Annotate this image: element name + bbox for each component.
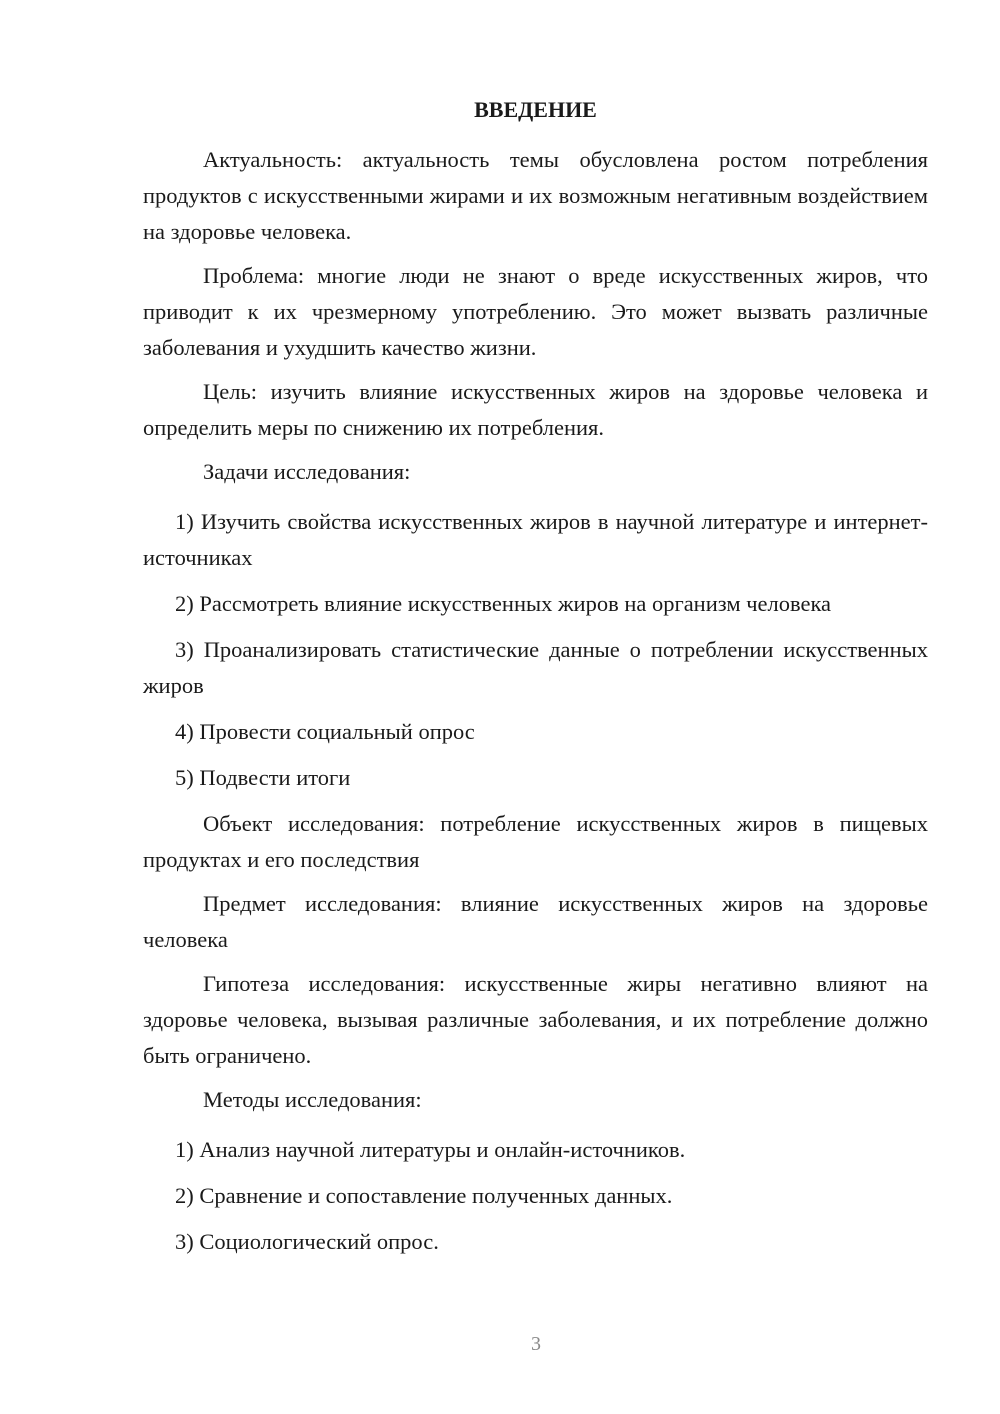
- page-title: ВВЕДЕНИЕ: [474, 97, 597, 122]
- list-item: 2) Сравнение и сопоставление полученных данных.: [175, 1183, 673, 1208]
- tasks-heading: Задачи исследования:: [203, 459, 411, 484]
- goal-paragraph: Цель: изучить влияние искусственных жиров на здоровье человека и определить меры по снижению их потребления.: [143, 379, 928, 440]
- list-item: 3) Социологический опрос.: [175, 1229, 439, 1254]
- list-item: 2) Рассмотреть влияние искусственных жиров на организм человека: [175, 591, 832, 616]
- methods-list: [143, 1132, 928, 1260]
- document-page: [143, 92, 928, 1260]
- list-item: 1) Анализ научной литературы и онлайн-источников.: [175, 1137, 686, 1162]
- subject-paragraph: Предмет исследования: влияние искусственных жиров на здоровье человека: [143, 891, 928, 952]
- page-number: 3: [531, 1333, 541, 1355]
- list-item: 5) Подвести итоги: [175, 765, 351, 790]
- problem-paragraph: Проблема: многие люди не знают о вреде искусственных жиров, что приводит к их чрезмерному употреблению. Это может вызвать различные заболевания и ухудшить качество жизни.: [143, 263, 928, 360]
- hypothesis-paragraph: Гипотеза исследования: искусственные жиры негативно влияют на здоровье человека, вызывая различные заболевания, и их потребление должно быть ограничено.: [143, 971, 928, 1068]
- list-item: 4) Провести социальный опрос: [175, 719, 475, 744]
- list-item: 1) Изучить свойства искусственных жиров в научной литературе и интернет-источниках: [143, 509, 928, 570]
- methods-heading: Методы исследования:: [203, 1087, 422, 1112]
- list-item: 3) Проанализировать статистические данные о потреблении искусственных жиров: [143, 637, 928, 698]
- tasks-list: [143, 504, 928, 796]
- object-paragraph: Объект исследования: потребление искусственных жиров в пищевых продуктах и его последствия: [143, 811, 928, 872]
- relevance-paragraph: Актуальность: актуальность темы обусловлена ростом потребления продуктов с искусственными жирами и их возможным негативным воздействием на здоровье человека.: [143, 147, 928, 244]
